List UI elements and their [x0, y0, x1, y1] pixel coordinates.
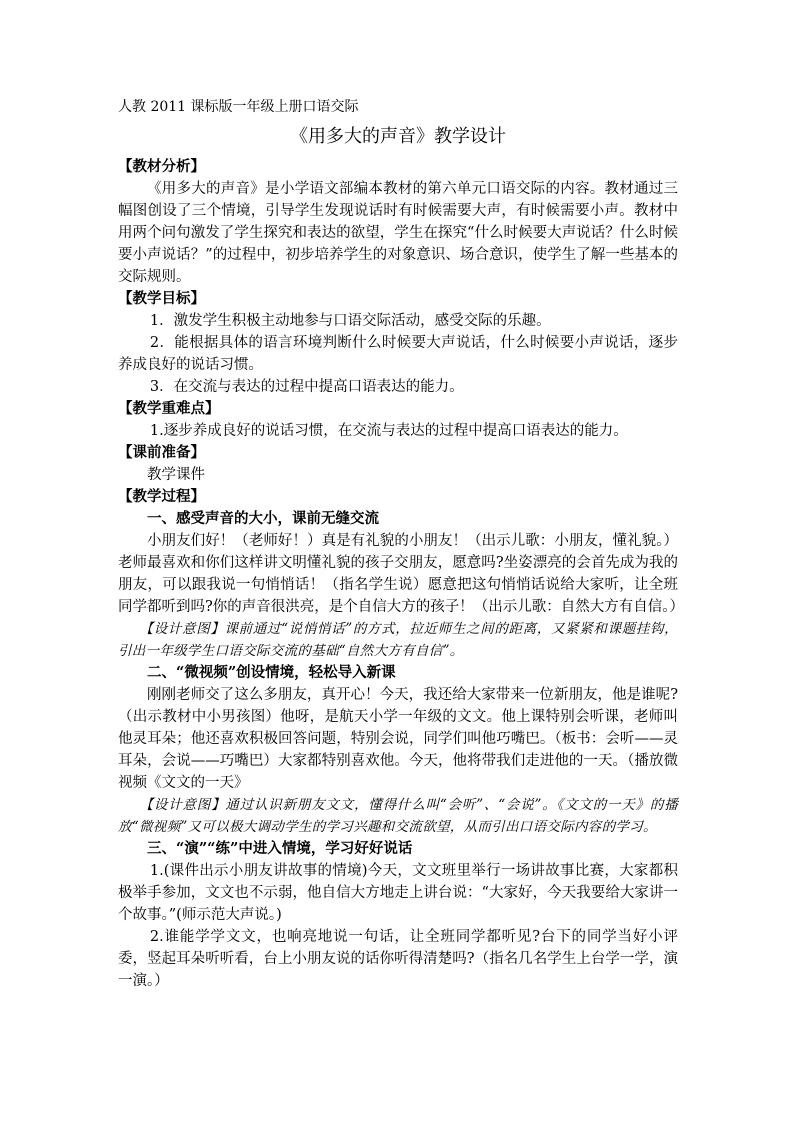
key-points-text: 1.逐步养成良好的说话习惯，在交流与表达的过程中提高口语表达的能力。: [149, 423, 628, 439]
document-title: 《用多大的声音》教学设计: [290, 126, 506, 147]
section-heading-preparation: 【课前准备】: [118, 444, 205, 461]
document-page: [118, 96, 685, 992]
process-part3-title: 三、“演”“练”中进入情境，学习好好说话: [147, 840, 413, 857]
process-part2-title: 二、“微视频”创设情境，轻松导入新课: [147, 664, 396, 681]
section-heading-process: 【教学过程】: [118, 488, 205, 505]
section-heading-key-points: 【教学重难点】: [118, 400, 220, 417]
process-part3-item-1: 1.(课件出示小朋友讲故事的情境)今天，文文班里举行一场讲故事比赛，大家都积极举手参加，文文也不示弱，他自信大方地走上讲台说：“大家好，今天我要给大家讲一个故事。”(师示范大声说。): [118, 863, 678, 923]
goal-item-2: 2．能根据具体的语言环境判断什么时候要大声说话，什么时候要小声说话，逐步养成良好的说话习惯。: [118, 335, 678, 373]
analysis-text: 《用多大的声音》是小学语文部编本教材的第六单元口语交际的内容。教材通过三幅图创设了三个情境，引导学生发现说话时有时候需要大声，有时候需要小声。教材中用两个问句激发了学生探究和表达的欲望，学生在探究“什么时候要大声说话？什么时候要小声说话？”的过程中，初步培养学生的对象意识、场合意识，使学生了解一些基本的交际规则。: [118, 181, 678, 285]
process-part1-text: 小朋友们好！（老师好！）真是有礼貌的小朋友！（出示儿歌：小朋友，懂礼貌。）老师最喜欢和你们这样讲文明懂礼貌的孩子交朋友，愿意吗?坐姿漂亮的会首先成为我的朋友，可以跟我说一句悄悄话！（指名学生说）愿意把这句悄悄话说给大家听，让全班同学都听到吗?你的声音很洪亮，是个自信大方的孩子！（出示儿歌：自然大方有自信。）: [118, 533, 685, 615]
process-part1-intent: 【设计意图】课前通过“说悄悄话”的方式，拉近师生之间的距离，又紧紧和课题挂钩，引出一年级学生口语交际交流的基础“自然大方有自信”。: [118, 621, 678, 659]
process-part2-intent: 【设计意图】通过认识新朋友文文，懂得什么叫“会听”、“会说”。《文文的一天》的播放“微视频”又可以极大调动学生的学习兴趣和交流欲望，从而引出口语交际内容的学习。: [118, 797, 678, 835]
section-heading-goals: 【教学目标】: [118, 290, 205, 307]
process-part2-text: 刚刚老师交了这么多朋友，真开心！今天，我还给大家带来一位新朋友，他是谁呢?（出示教材中小男孩图）他呀，是航天小学一年级的文文。他上课特别会听课，老师叫他灵耳朵；他还喜欢积极回答问题，特别会说，同学们叫他巧嘴巴。（板书：会听——灵耳朵，会说——巧嘴巴）大家都特别喜欢他。今天，他将带我们走进他的一天。（播放微视频《文文的一天》: [118, 687, 678, 791]
goal-item-1: 1．激发学生积极主动地参与口语交际活动，感受交际的乐趣。: [149, 313, 551, 329]
preparation-text: 教学课件: [147, 467, 205, 483]
goal-item-3: 3．在交流与表达的过程中提高口语表达的能力。: [149, 379, 464, 395]
document-header: 人教 2011 课标版一年级上册口语交际: [118, 99, 359, 115]
section-heading-analysis: 【教材分析】: [118, 158, 205, 175]
process-part1-title: 一、感受声音的大小，课前无缝交流: [147, 510, 379, 527]
process-part3-item-2: 2.谁能学学文文，也响亮地说一句话，让全班同学都听见?台下的同学当好小评委，竖起耳朵听听看，台上小朋友说的话你听得清楚吗?（指名几名学生上台学一学，演一演。）: [118, 929, 678, 989]
